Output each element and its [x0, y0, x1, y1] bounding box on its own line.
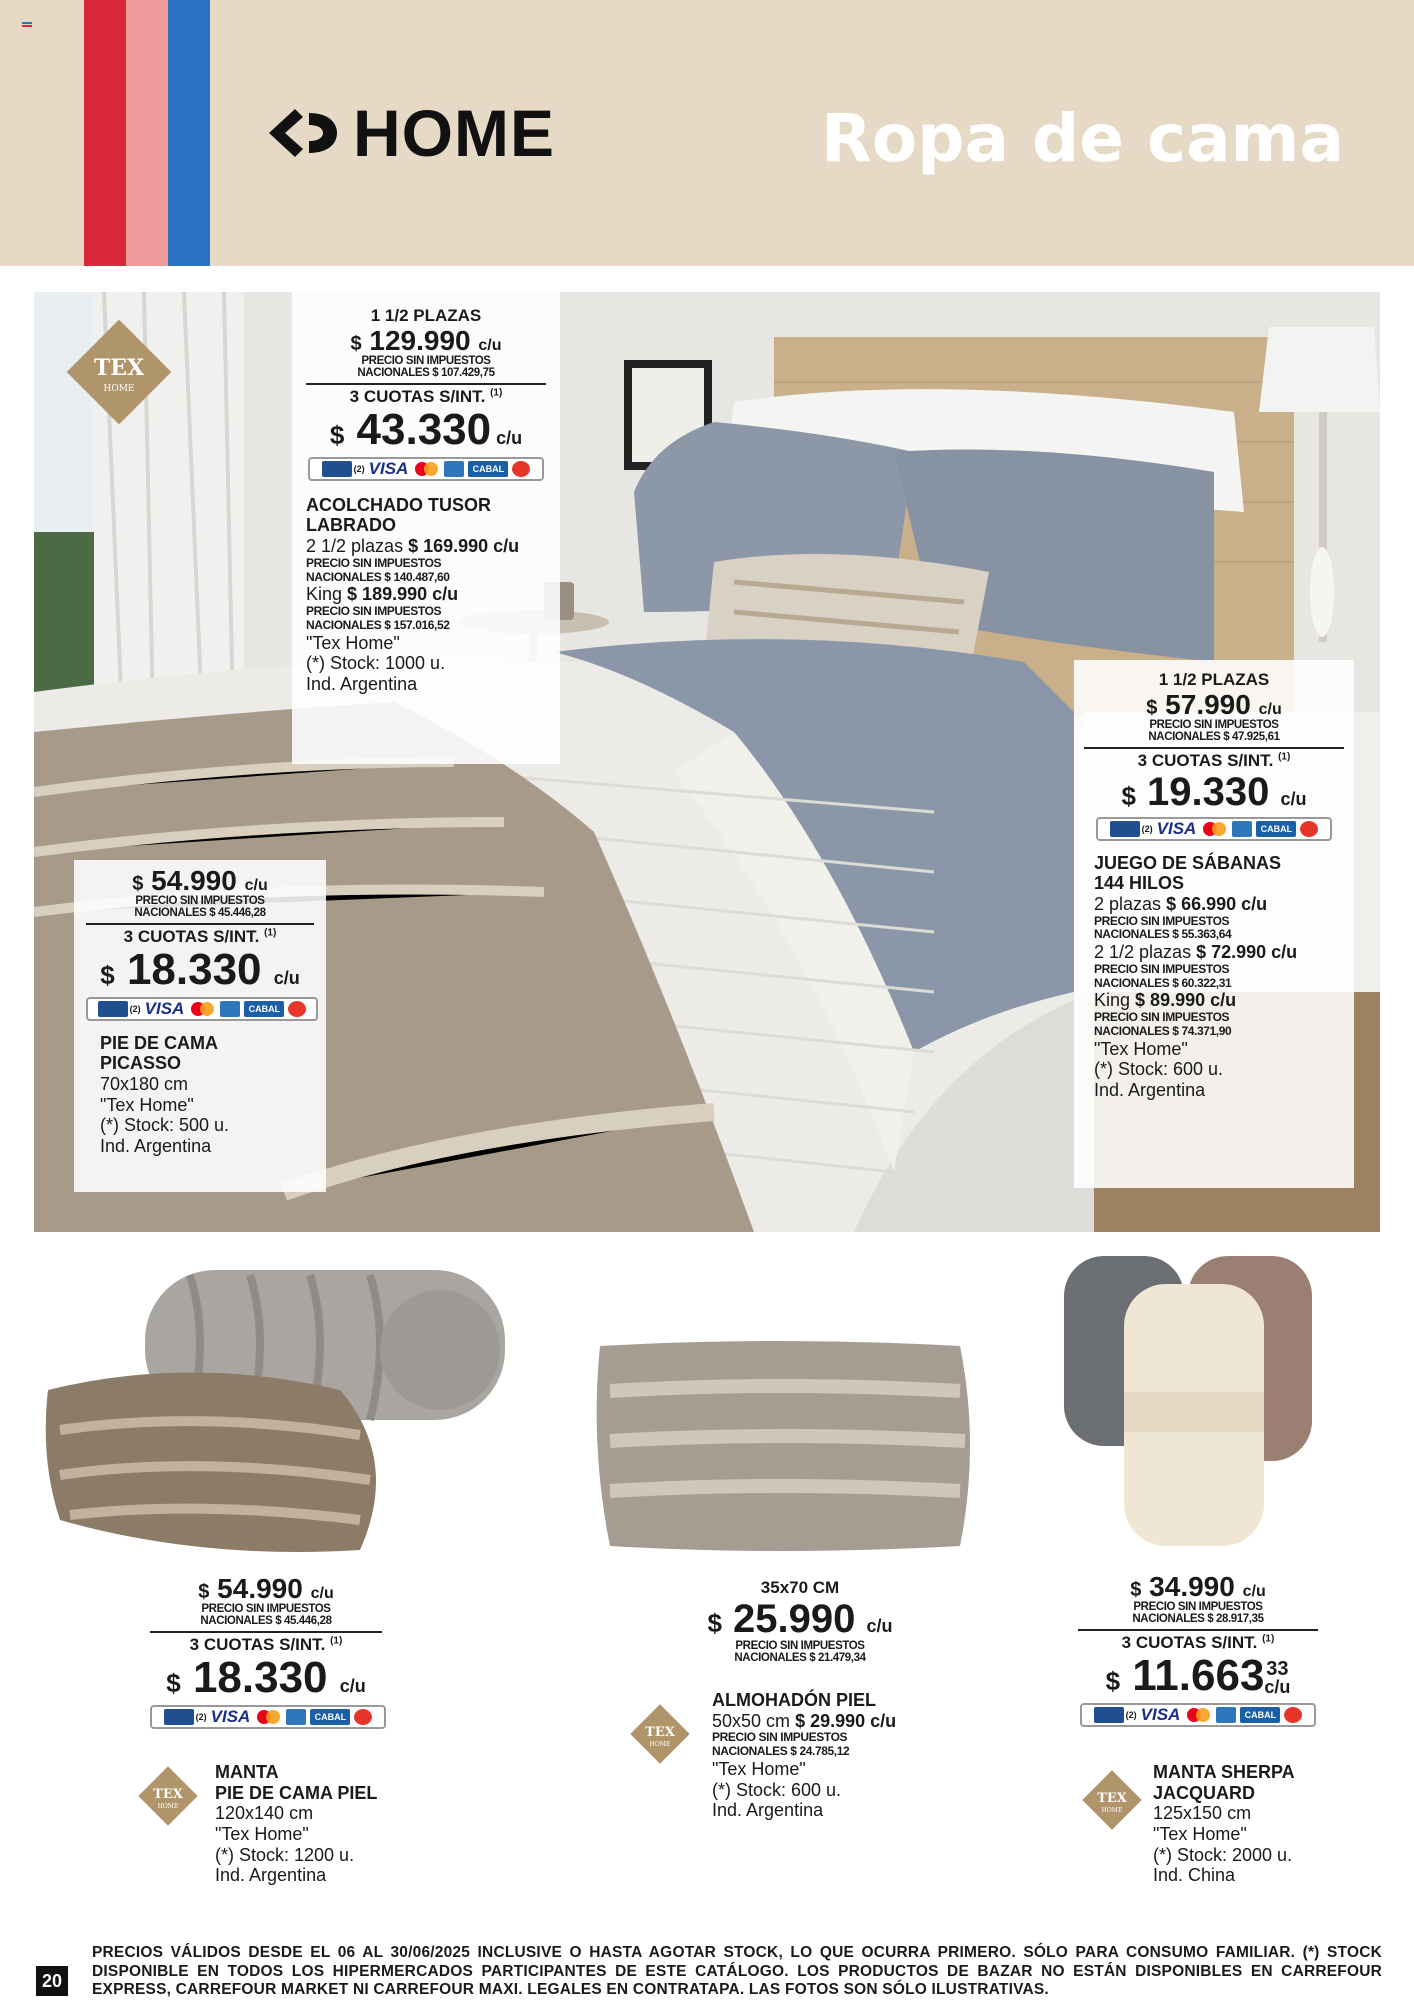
cabal-icon: CABAL [468, 461, 508, 477]
card-icon [322, 461, 352, 477]
payment-cards: (2) VISA CABAL [86, 997, 318, 1021]
flag-icon [22, 22, 32, 30]
acolchado-size: 1 1/2 PLAZAS [370, 306, 482, 325]
tex-home-badge-icon [1080, 1768, 1144, 1832]
visa-icon: VISA [210, 1706, 251, 1726]
brand-stripe-blue [168, 0, 210, 266]
payment-cards: (2) VISA CABAL [150, 1705, 386, 1729]
manta-piel-cuota-price: $ 18.330 c/u [166, 1652, 366, 1702]
mastercard-icon [1186, 1707, 1212, 1723]
almohadon-image [590, 1336, 980, 1556]
almohadon-price-box: 35x70 CM $ 25.990 c/u PRECIO SIN IMPUESTOS NACIONALES $ 21.479,34 [680, 1578, 920, 1664]
sabanas-price-box: 1 1/2 PLAZAS $ 57.990 c/u PRECIO SIN IMPUESTOS NACIONALES $ 47.925,61 3 CUOTAS S/INT. $^{(1)}$ $ 19.330 c/u (2) VISA CABAL JUEGO DE SÁBANAS 144 HILOS 2 plazas $ 66.990 c/u PRECIO SIN IMPUESTOS NACIONALES $ 55.363,64 2 1/2 plazas $ 72.990 c/u PRECIO SIN IMPUESTOS NACIONALES $ 60.322,31 King $ 89.990 c/u PRECIO SIN IMPUESTOS NACIONALES $ 74.371,90 "Tex Home" (*) Stock: 600 u. Ind. Argentina [1074, 660, 1354, 1188]
tex-home-badge-icon [64, 317, 174, 427]
payment-cards: (2) VISA CABAL [308, 457, 544, 481]
pie-cama-cuota-price: $ 18.330 c/u [100, 944, 300, 994]
sabanas-cuota-price: $ 19.330 c/u [1121, 769, 1307, 814]
svg-text:TEX: TEX [1097, 1791, 1127, 1806]
bedroom-photo [34, 292, 1380, 1232]
brand-stripe-pink [126, 0, 168, 266]
sherpa-description: MANTA SHERPA JACQUARD 125x150 cm "Tex Home" (*) Stock: 2000 u. Ind. China [1153, 1762, 1295, 1886]
mastercard-icon [414, 461, 440, 477]
svg-text:HOME: HOME [649, 1741, 671, 1748]
naranja-icon [512, 461, 530, 477]
sherpa-image [1060, 1252, 1320, 1552]
svg-text:TEX: TEX [153, 1787, 183, 1802]
sabanas-price: $ 57.990 c/u [1146, 689, 1282, 720]
sherpa-price: $ 34.990 c/u [1130, 1571, 1266, 1602]
svg-text:HOME: HOME [1101, 1807, 1123, 1814]
tex-home-badge-icon [628, 1702, 692, 1766]
manta-piel-image [40, 1260, 520, 1560]
page-number: 20 [36, 1966, 68, 1996]
tex-home-badge-icon [136, 1764, 200, 1828]
pie-cama-description: PIE DE CAMA PICASSO 70x180 cm "Tex Home" (*) Stock: 500 u. Ind. Argentina [100, 1032, 230, 1157]
visa-icon: VISA [1140, 1704, 1181, 1724]
acolchado-price-box: 1 1/2 PLAZAS $ 129.990 c/u PRECIO SIN IMPUESTOS NACIONALES $ 107.429,75 3 CUOTAS S/INT. $^{(1)}$ $ 43.330 c/u (2) VISA CABAL ACOLCHADO TUSOR LABRADO 2 1/2 plazas $ 169.990 c/u PRECIO SIN IMPUESTOS NACIONALES $ 140.487,60 King $ 189.990 c/u PRECIO SIN IMPUESTOS NACIONALES $ 157.016,52 "Tex Home" (*) Stock: 1000 u. Ind. Argentina [292, 292, 560, 764]
pie-cama-price-box: $ 54.990 c/u PRECIO SIN IMPUESTOS NACIONALES $ 45.446,28 3 CUOTAS S/INT. $^{(1)}$ $ 18.330 c/u (2) VISA CABAL PIE DE CAMA PICASSO 70x180 cm "Tex Home" (*) Stock: 500 u. Ind. Argentina [74, 860, 326, 1192]
almohadon-price: $ 25.990 c/u [707, 1597, 893, 1641]
svg-text:TEX: TEX [93, 355, 145, 381]
acolchado-cuotas: 3 CUOTAS S/INT. $^{(1)}$ [306, 383, 546, 407]
brand-name: HOME [353, 96, 555, 170]
sherpa-price-box: $ 34.990 c/u PRECIO SIN IMPUESTOS NACIONALES $ 28.917,35 3 CUOTAS S/INT. $^{(1)}$ $ 11.66333 c/u (2) VISA CABAL [1078, 1572, 1318, 1727]
amex-icon [444, 461, 464, 477]
acolchado-cuota-price: $ 43.330 c/u [329, 404, 523, 454]
svg-text:HOME: HOME [157, 1803, 179, 1810]
acolchado-description: ACOLCHADO TUSOR LABRADO 2 1/2 plazas $ 169.990 c/u PRECIO SIN IMPUESTOS NACIONALES $ 140.487,60 King $ 189.990 c/u PRECIO SIN IMPUESTOS NACIONALES $ 157.016,52 "Tex Home" (*) Stock: 1000 u. Ind. Argentina [306, 494, 520, 695]
svg-text:HOME: HOME [103, 384, 135, 394]
brand-logo [265, 95, 555, 171]
sabanas-description: JUEGO DE SÁBANAS 144 HILOS 2 plazas $ 66.990 c/u PRECIO SIN IMPUESTOS NACIONALES $ 55.363,64 2 1/2 plazas $ 72.990 c/u PRECIO SIN IMPUESTOS NACIONALES $ 60.322,31 King $ 89.990 c/u PRECIO SIN IMPUESTOS NACIONALES $ 74.371,90 "Tex Home" (*) Stock: 600 u. Ind. Argentina [1094, 852, 1298, 1101]
almohadon-description: ALMOHADÓN PIEL 50x50 cm $ 29.990 c/u PRECIO SIN IMPUESTOS NACIONALES $ 24.785,12 "Tex Home" (*) Stock: 600 u. Ind. Argentina [712, 1690, 897, 1821]
section-title: Ropa de cama [821, 100, 1344, 177]
page-header [0, 0, 1414, 266]
visa-icon: VISA [1156, 818, 1197, 838]
svg-text:TEX: TEX [645, 1725, 675, 1740]
mastercard-icon [1202, 821, 1228, 837]
visa-icon: VISA [144, 998, 185, 1018]
visa-icon: VISA [368, 458, 409, 478]
mastercard-icon [190, 1001, 216, 1017]
payment-cards: (2) VISA CABAL [1080, 1703, 1316, 1727]
carrefour-logo-icon [265, 105, 341, 161]
brand-stripe-red [84, 0, 126, 266]
acolchado-price: $ 129.990 c/u [350, 325, 502, 356]
manta-piel-description: MANTA PIE DE CAMA PIEL 120x140 cm "Tex Home" (*) Stock: 1200 u. Ind. Argentina [215, 1762, 378, 1886]
pie-cama-price: $ 54.990 c/u [132, 865, 268, 896]
payment-cards: (2) VISA CABAL [1096, 817, 1332, 841]
legal-text: PRECIOS VÁLIDOS DESDE EL 06 AL 30/06/2025 INCLUSIVE O HASTA AGOTAR STOCK, LO QUE OCURRA PRIMERO. SÓLO PARA CONSUMO FAMILIAR. (*) STOCK DISPONIBLE EN TODOS LOS HIPERMERCADOS PARTICIPANTES DE ESTE CATÁLOGO. LOS PRODUCTOS DE BAZAR NO ESTÁN DISPONIBLES EN CARREFOUR EXPRESS, CARREFOUR MARKET NI CARREFOUR MAXI. LEGALES EN CONTRATAPA. LAS FOTOS SON SÓLO ILUSTRATIVAS. [92, 1944, 1382, 1999]
manta-piel-price-box: $ 54.990 c/u PRECIO SIN IMPUESTOS NACIONALES $ 45.446,28 3 CUOTAS S/INT. $^{(1)}$ $ 18.330 c/u (2) VISA CABAL [150, 1574, 382, 1729]
mastercard-icon [256, 1709, 282, 1725]
sherpa-cuota-price: $ 11.66333 c/u [1105, 1650, 1291, 1700]
manta-piel-price: $ 54.990 c/u [198, 1573, 334, 1604]
